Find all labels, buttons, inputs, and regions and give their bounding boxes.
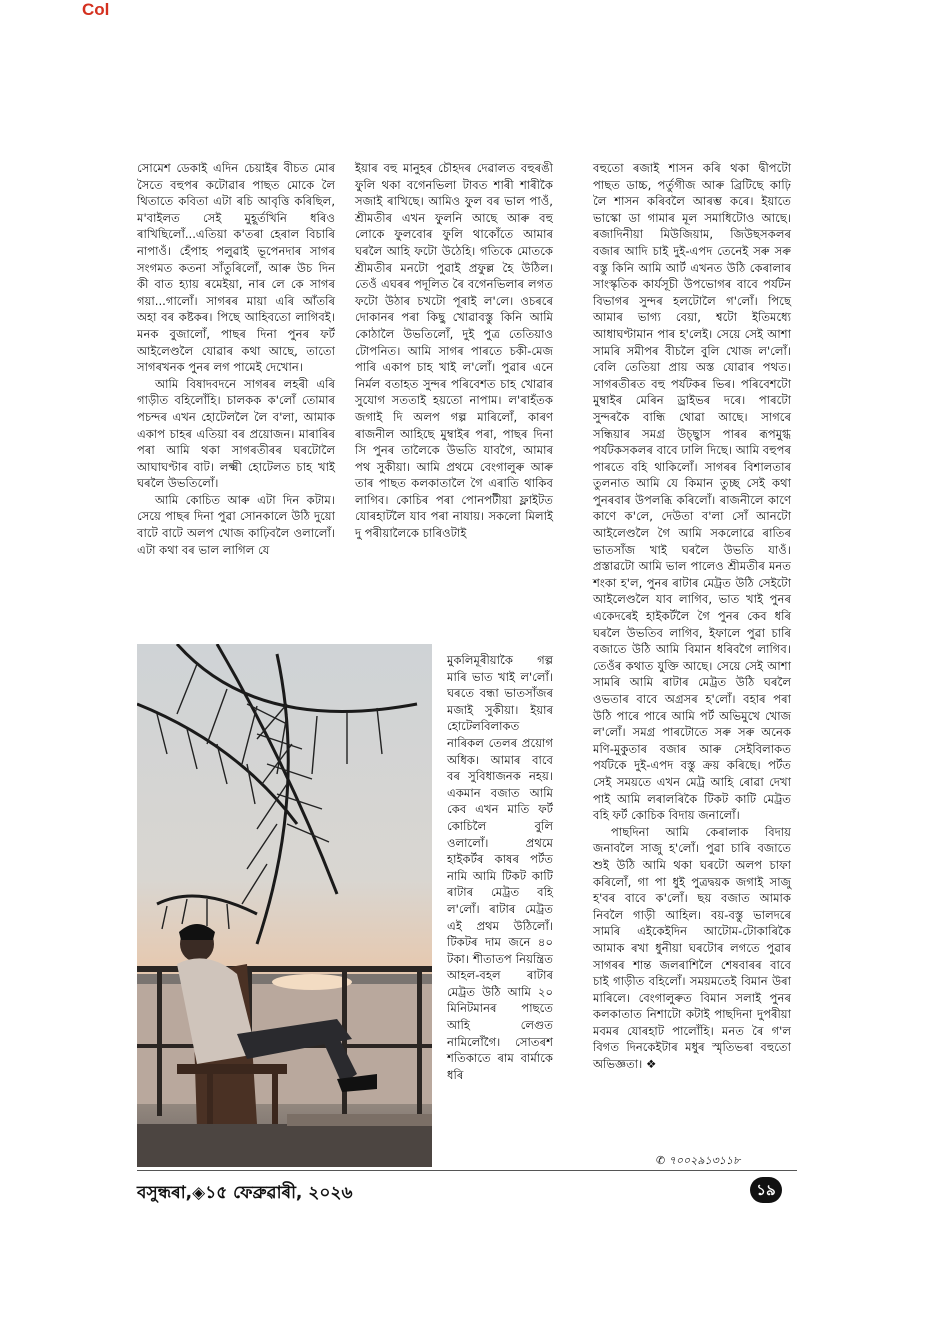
- contact-number: ✆ ৭০০২৯১৩১১৮: [656, 1154, 741, 1167]
- paragraph: আমি কোচিত আৰু এটা দিন কটাম। সেয়ে পাছৰ দিনা পুৱা সোনকালে উঠি দুয়ো বাটে বাটে অলপ খোজ কাঢ়িবলৈ ওলালোঁ। এটা কথা বৰ ভাল লাগিল যে: [137, 492, 335, 557]
- magazine-footer: বসুন্ধৰা,◈১৫ ফেব্ৰুৱাৰী, ২০২৬: [137, 1183, 353, 1203]
- footer-divider: [137, 1170, 797, 1171]
- paragraph: বহুতো ৰজাই শাসন কৰি থকা দ্বীপটো পাছত ডাচ্চ, পৰ্তুগীজ আৰু ব্ৰিটিছে কাঢ়ি লৈ শাসন কৰিবলৈ আৰম্ভ কৰে। ইয়াতে ভাস্কো ডা গামাৰ মূল সমাধিটোও আছে। ৰজাদিনীয়া মিউজিয়াম, জিউছসকলৰ বজাৰ আদি চাই দুই-এপদ তেনেই সৰু সৰু বস্তু কিনি আমি আৰ্ট এখনত উঠি কেৰালাৰ সাংস্কৃতিক কাৰ্যসূচী উপভোগৰ বাবে পৰ্যটন বিভাগৰ সুন্দৰ হলটোলৈ গ'লোঁ। পিছে আমাৰ ভাগ্য বেয়া, শ্বটো ইতিমধ্যে আধাঘণ্টামান পাৰ হ'লেই। সেয়ে সেই আশা সামৰি সমীপৰ বীচলৈ বুলি খোজ ল'লোঁ। বেলি তেতিয়া প্ৰায় অস্ত যোৱাৰ পথত। সাগৰতীৰত বহু পৰ্যটকৰ ভিৰ। পৰিবেশটো মুম্বাইৰ মেৰিন ড্ৰাইভৰ দৰে। পাৰটো সুন্দৰকৈ বান্ধি থোৱা আছে। সাগৰে সন্ধিয়াৰ সমগ্ৰ উচ্ছ্বাস পাৰৰ ৰূপমুগ্ধ পৰ্যটকসকলৰ বাবে ঢালি দিছে। আমি বহুপৰ পাৰতে বহি থাকিলোঁ। সাগৰৰ বিশালতাৰ তুলনাত আমি যে কিমান তুচ্ছ সেই কথা পুনৰবাৰ উপলব্ধি কৰিলোঁ। ৰাজনীলে কাণে কাণে ক'লে, দেউতা ব'লা সোঁ আনটো আইলেণ্ডলৈ গৈ আমি সকলোৱে ৰাতিৰ ভাতসাঁজ খাই ঘৰলৈ উভতি যাওঁ। প্ৰস্তাৱটো আমি ভাল পালেও শ্ৰীমতীৰ মনত শংকা হ'ল, পুনৰ ৰাটাৰ মেট্ৰত উঠি সেইটো আইলেণ্ডলৈ যাব লাগিব, ভাত খাই পুনৰ একেদৰেই হাইকৰ্টলৈ গৈ পুনৰ কেব ধৰি ঘৰলৈ উভতিব লাগিব, ইফালে পুৱা চাৰি বজাতে উঠি আমি বিমান ধৰিবগৈ লাগিব। তেওঁৰ কথাত যুক্তি আছে। সেয়ে সেই আশা সামৰি আমি ৰাটাৰ মেট্ৰত উঠি ঘৰলৈ ওভতাৰ বাবে অগ্ৰসৰ হ'লোঁ। বহাৰ পৰা উঠি পাৰে পাৰে আমি পৰ্ট অভিমুখে খোজ ল'লোঁ। সমগ্ৰ পাৰটোতে সৰু সৰু অনেক মণি-মুকুতাৰ বজাৰ আৰু সেইবিলাকত পৰ্যটকে দুই-এপদ বস্তু ক্ৰয় কৰিছে। পৰ্টত সেই সময়তে এখন মেট্ৰ আহি ৰোৱা দেখা পাই আমি লৰালৰিকৈ টিকট কাটি মেট্ৰত বহি ফৰ্ট কোচিক বিদায় জনালোঁ।: [593, 161, 791, 823]
- paragraph: ইয়াৰ বহু মানুহৰ চৌহদৰ দেৱালত বহুৰঙী ফুলি থকা বগেনভিলা টাবত শাৰী শাৰীকৈ সজাই ৰাখিছে। আমিও ফুল বৰ ভাল পাওঁ, শ্ৰীমতীৰ এখন ফুলনি আছে আৰু বহু লোকে ফুলবোৰ ফুলি থাকোঁতে আমাৰ ঘৰলৈ আহি ফটো উঠেহি। গতিকে মোতকে শ্ৰীমতীৰ মনটো পুৱাই প্ৰফুল্ল হৈ উঠিল। তেওঁ এঘৰৰ পদূলিত ৰৈ বগেনভিলাৰ লগত ফটো উঠাৰ চখটো পূৰাই ল'লে। ওচৰৰে দোকানৰ পৰা কিছু খোৱাবস্তু কিনি আমি কোঠালৈ উভতিলোঁ, দুই পুত্ৰ তেতিয়াও টোপনিত। আমি সাগৰ পাৰতে চকী-মেজ পাৰি একাপ চাহ খাই ল'লোঁ। পুৱাৰ এনে নিৰ্মল বতাহত সুন্দৰ পৰিবেশত চাহ খোৱাৰ সুযোগ সততাই হয়তো নাপাম। ল'ৰাহঁতক জগাই দি অলপ গল্প মাৰিলোঁ, কাৰণ ৰাজনীল আহিছে মুম্বাইৰ পৰা, পাছৰ দিনা সি পুনৰ তালৈকে উভতি যাবগৈ, আমাৰ পথ সুকীয়া। আমি প্ৰথমে বেংগালুৰু আৰু তাৰ পাছত কলকাতালৈ গৈ এৰাতি থাকিব লাগিব। কোচিৰ পৰা পোনপটীয়া ফ্লাইটত যোৰহাটলৈ যাব পৰা নাযায়। সকলো মিলাই দু পৰীয়ালৈকে চাৰিওটাই: [355, 161, 553, 541]
- paragraph: সোমেশ ডেকাই এদিন চেয়াইৰ বীচত মোৰ সৈতে বহুপৰ কটোৱাৰ পাছত মোকে লৈ থিতাতে কবিতা এটা ৰচি আবৃত্তি কৰিছিল, ম'বাইলত সেই মুহূৰ্তখিনি ধৰিও ৰাখিছিলোঁ...এতিয়া ক'তৰা হেৰাল বিচাৰি নাপাওঁ। হেঁপাহ পলুৱাই ভূপেনদাৰ সাগৰ সংগমত কতনা সাঁতুৰিলোঁ, আৰু উচ দিন কী বাত হ্যায় ৰমেইয়া, নাৰ লে কে সাগৰ গয়া...গালোঁ। সাগৰৰ মায়া এৰি আঁতৰি অহা বৰ কষ্টকৰ। পিছে আহিবতো লাগিবই। মনক বুজালোঁ, পাছৰ দিনা পুনৰ ফৰ্ট আইলেণ্ডলৈ যোৱাৰ কথা আছে, তাতো সাগৰখনক পুনৰ লগ পামেই দেখোন।: [137, 161, 335, 375]
- paragraph: আমি বিষাদবদনে সাগৰৰ লহৰী এৰি গাড়ীত বহিলোঁহি। চালকক ক'লোঁ তোমাৰ পচন্দৰ এখন হোটেললৈ লৈ ব'লা, আমাক একাপ চাহৰ এতিয়া বৰ প্ৰয়োজন। মাৰাৰিৰ পৰা আমি থকা সাগৰতীৰৰ ঘৰটোলৈ আঘাঘণ্টাৰ বাট। লক্ষ্মী হোটেলত চাহ খাই ঘৰলৈ উভতিলোঁ।: [137, 376, 335, 491]
- article-column-3: [593, 160, 791, 1073]
- corner-tag: Col: [82, 0, 110, 19]
- article-column-2: [355, 160, 553, 542]
- paragraph: পাছদিনা আমি কেৰালাক বিদায় জনাবলৈ সাজু হ'লোঁ। পুৱা চাৰি বজাতে শুই উঠি আমি থকা ঘৰটো অলপ চাফা কৰিলোঁ, গা পা ধুই পুত্ৰদ্বয়ক জগাই সাজু হ'বৰ বাবে ক'লোঁ। ছয় বজাত আমাক নিবলৈ গাড়ী আহিল। বয়-বস্তু ভালদৰে সামৰি এইকেইদিন আটোম-টোকাৰিকৈ আমাক ৰখা ধুনীয়া ঘৰটোৰ লগতে পুৱাৰ সাগৰৰ শান্ত জলৰাশিলৈ শেষবাৰৰ বাবে চাই গাড়ীত বহিলোঁ। সময়মতেই বিমান উৰা মাৰিলে। বেংগালুৰুত বিমান সলাই পুনৰ কলকাতাত নিশাটো কটাই পাছদিনা দুপৰীয়া মবমৰ যোৰহাট পালোঁহি। মনত ৰৈ গ'ল বিগত দিনকেইটাৰ মধুৰ স্মৃতিভৰা বহুতো অভিজ্ঞতা। ❖: [593, 824, 791, 1072]
- article-column-1: [137, 160, 335, 558]
- paragraph: মুকলিমূৰীয়াকৈ গল্প মাৰি ভাত খাই ল'লোঁ। ঘৰতে বন্ধা ভাতসাঁজৰ মজাই সুকীয়া। ইয়াৰ হোটেলবিলাকত নাৰিকল তেলৰ প্ৰয়োগ অধিক। আমাৰ বাবে বৰ সুবিধাজনক নহয়। একমান বজাত আমি কেব এখন মাতি ফৰ্ট কোচিলৈ বুলি ওলালোঁ। প্ৰথমে হাইকৰ্টৰ কাষৰ পৰ্টত নামি আমি টিকট কাটি ৰাটাৰ মেট্ৰত বহি ল'লোঁ। ৰাটাৰ মেট্ৰত এই প্ৰথম উঠিলোঁ। টিকটৰ দাম জনে ৪০ টকা। শীতাতপ নিয়ন্ত্ৰিত আহল-বহল ৰাটাৰ মেট্ৰত উঠি আমি ২০ মিনিটমানৰ পাছতে আহি লেগুত নামিলোঁগৈ। সোতৰশ শতিকাতে ৰাম বাৰ্মাকে ধৰি: [447, 653, 553, 1082]
- page-number: ১৯: [750, 1177, 782, 1203]
- sunset-photo: [137, 644, 432, 1167]
- article-column-2-continued: [447, 652, 553, 1083]
